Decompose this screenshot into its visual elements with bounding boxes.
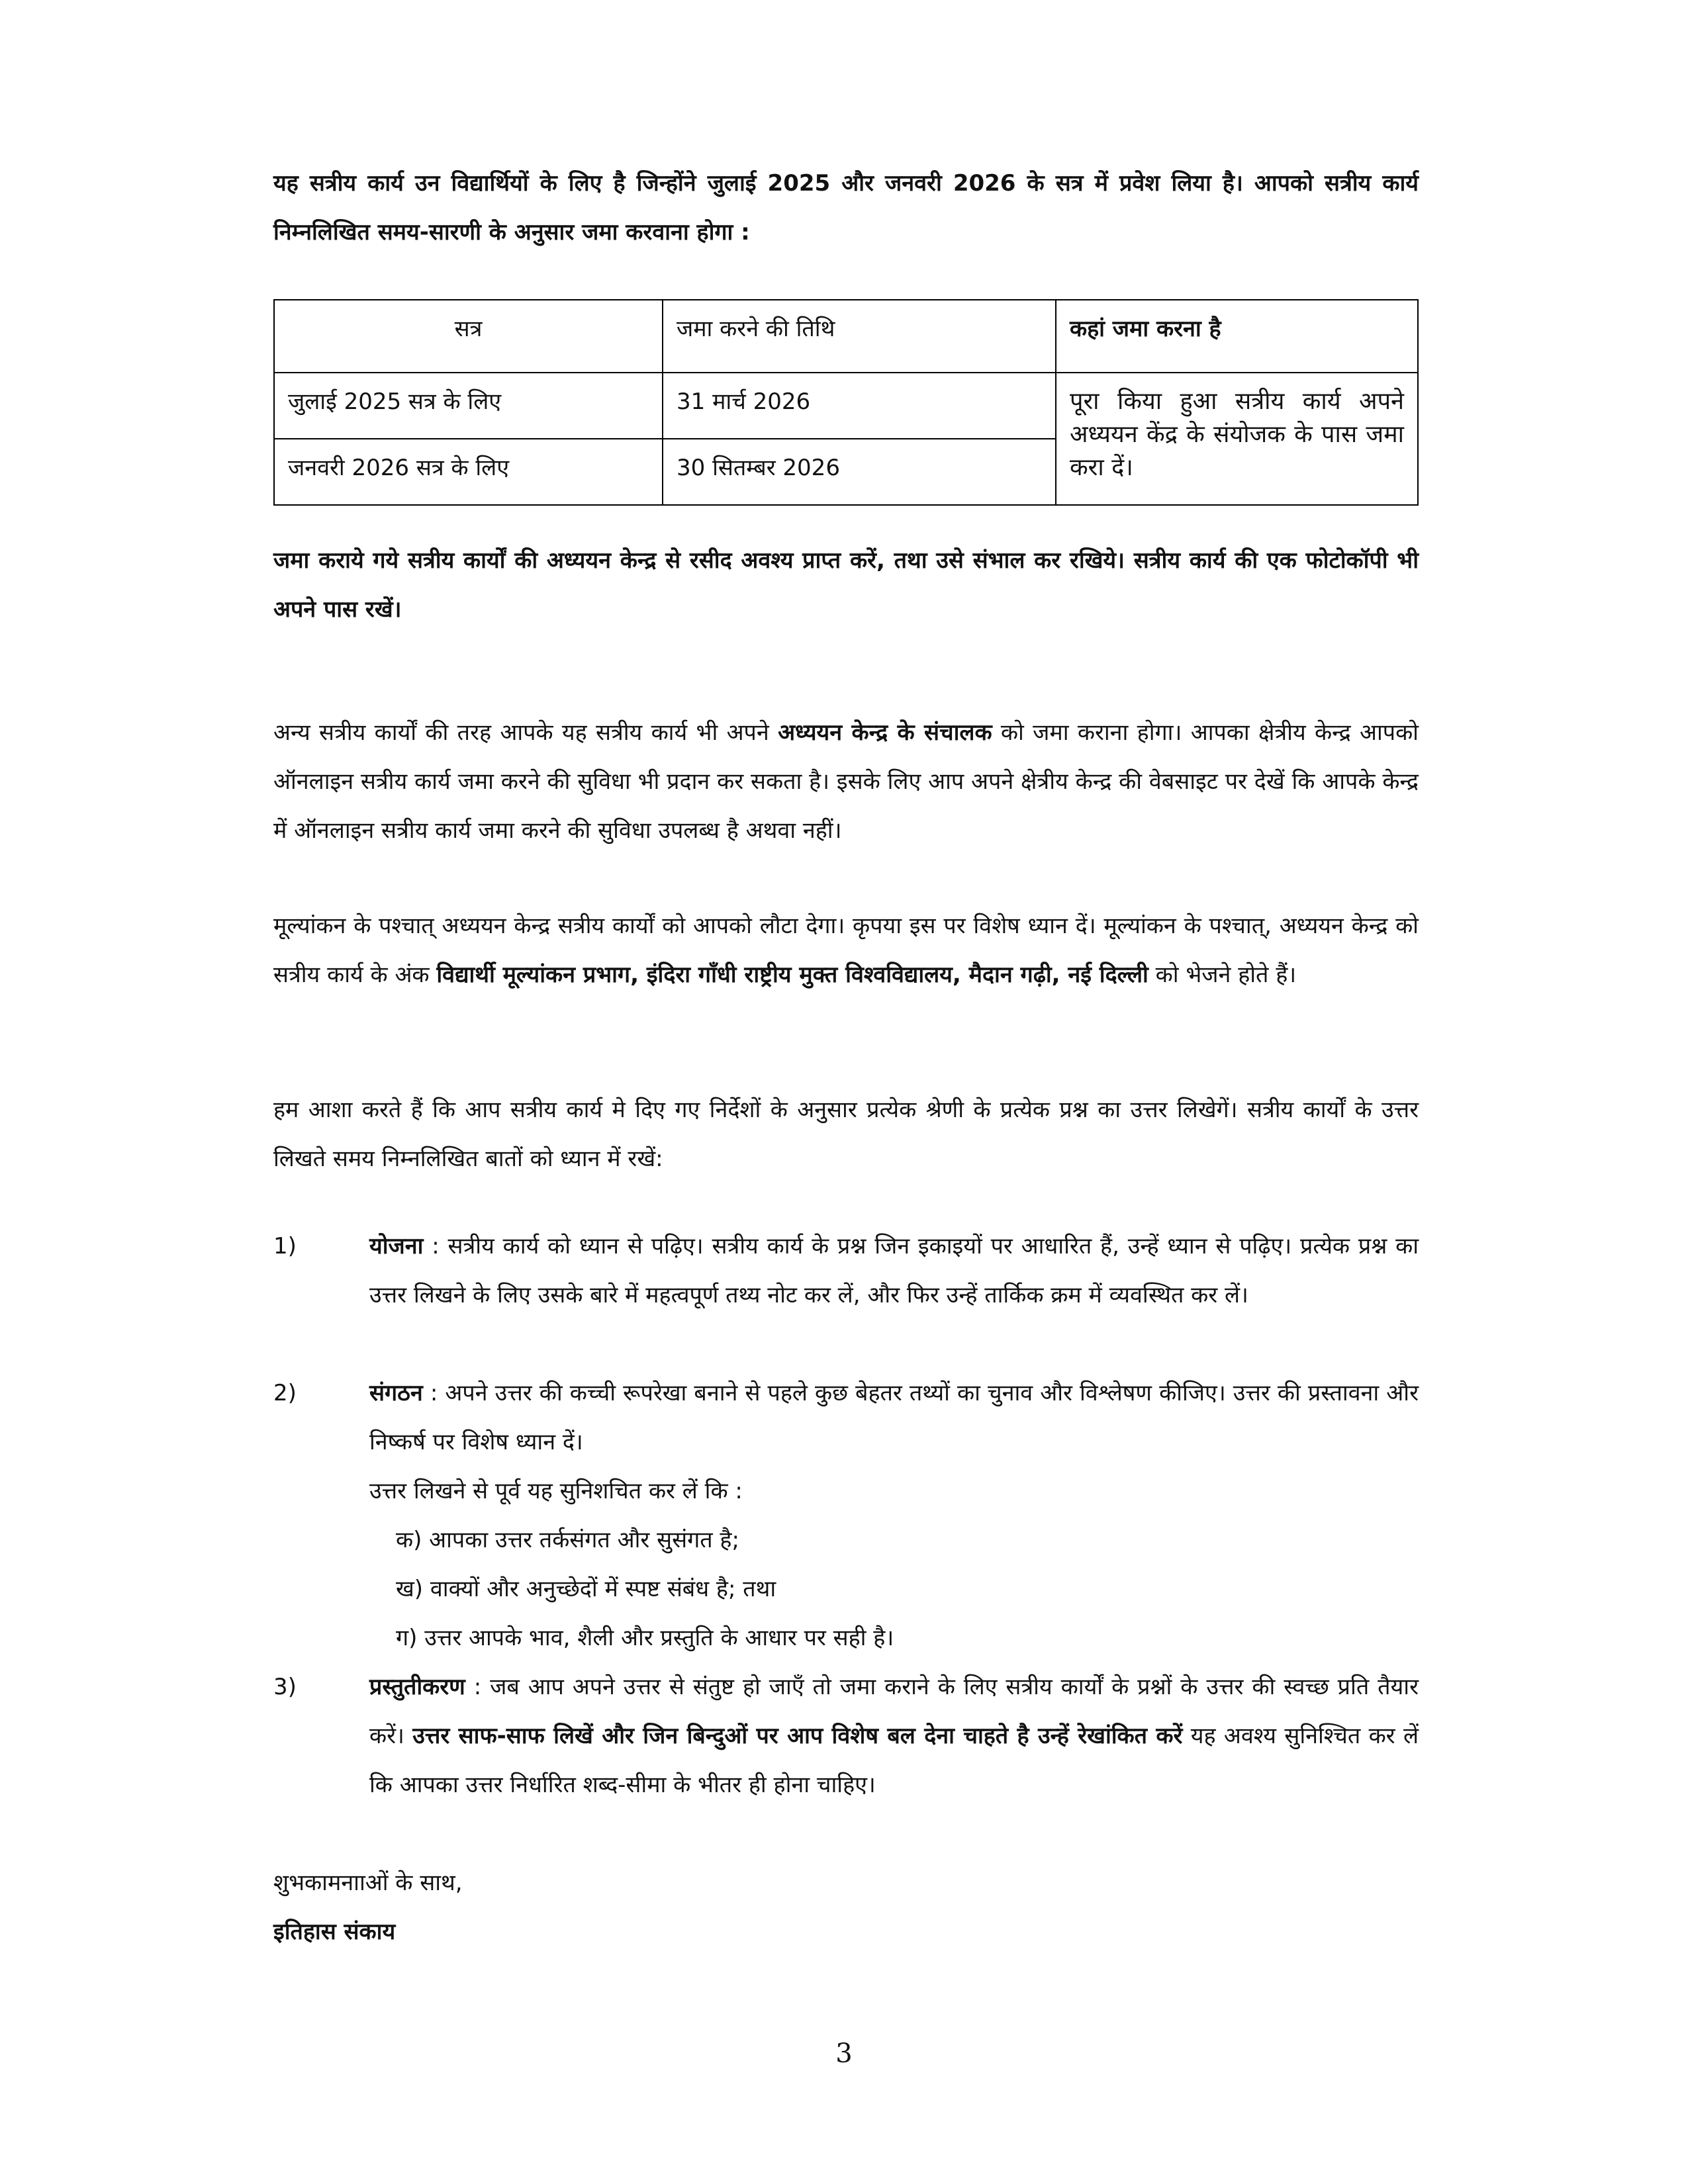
evaluation-paragraph: मूल्यांकन के पश्चात् अध्ययन केन्द्र सत्रीय कार्यों को आपको लौटा देगा। कृपया इस पर विशेष ध्यान दें। मूल्यांकन के पश्चात्, अध्ययन केन्द्र को सत्रीय कार्य के अंक विद्यार्थी मूल्यांकन प्रभाग, इंदिरा गाँधी राष्ट्रीय मुक्त विश्वविद्यालय, मैदान गढ़ी, नई दिल्ली को भेजने होते हैं। xyxy=(273,913,1419,988)
item-number: 1) xyxy=(273,1233,297,1259)
submission-paragraph: अन्य सत्रीय कार्यों की तरह आपके यह सत्रीय कार्य भी अपने अध्ययन केन्द्र के संचालक को जमा कराना होगा। आपका क्षेत्रीय केन्द्र आपको ऑनलाइन सत्रीय कार्य जमा करने की सुविधा भी प्रदान कर सकता है। इसके लिए आप अपने क्षेत्रीय केन्द्र की वेबसाइट पर देखें कि आपके केन्द्र में ऑनलाइन सत्रीय कार्य जमा करने की सुविधा उपलब्ध है अथवा नहीं। xyxy=(273,719,1419,844)
item-number: 2) xyxy=(273,1380,297,1406)
sub-point: ग) उत्तर आपके भाव, शैली और प्रस्तुति के आधार पर सही है। xyxy=(396,1625,894,1651)
receipt-note: जमा कराये गये सत्रीय कार्यों की अध्ययन केन्द्र से रसीद अवश्य प्राप्त करें, तथा उसे संभाल कर रखिये। सत्रीय कार्य की एक फोटोकॉपी भी अपने पास रखें। xyxy=(273,547,1419,623)
evaluation-division-bold: विद्यार्थी मूल्यांकन प्रभाग, इंदिरा गाँधी राष्ट्रीय मुक्त विश्वविद्यालय, मैदान गढ़ी, नई दिल्ली xyxy=(436,962,1149,988)
instructions-intro: हम आशा करते हैं कि आप सत्रीय कार्य मे दिए गए निर्देशों के अनुसार प्रत्येक श्रेणी के प्रत्येक प्रश्न का उत्तर लिखेगें। सत्रीय कार्यों के उत्तर लिखते समय निम्नलिखित बातों को ध्यान में रखें: xyxy=(273,1097,1419,1172)
header-date: जमा करने की तिथि xyxy=(663,300,1056,373)
item-number: 3) xyxy=(273,1674,297,1700)
row2-session: जनवरी 2026 सत्र के लिए xyxy=(274,439,663,505)
row1-session: जुलाई 2025 सत्र के लिए xyxy=(274,373,663,439)
header-session: सत्र xyxy=(274,300,663,373)
page-number: 3 xyxy=(835,2038,853,2069)
item-title: योजना xyxy=(369,1233,424,1259)
study-centre-bold: अध्ययन केन्द्र के संचालक xyxy=(778,719,992,746)
where-cell: पूरा किया हुआ सत्रीय कार्य अपने अध्ययन केंद्र के संयोजक के पास जमा करा दें। xyxy=(1056,373,1418,505)
sub-point: ख) वाक्यों और अनुच्छेदों में स्पष्ट संबंध है; तथा xyxy=(396,1576,776,1602)
table-header-row xyxy=(274,300,1418,373)
row1-date: 31 मार्च 2026 xyxy=(663,373,1056,439)
table-row xyxy=(274,373,1418,439)
sub-point: क) आपका उत्तर तर्कसंगत और सुसंगत है; xyxy=(396,1527,739,1553)
closing-signoff: इतिहास संकाय xyxy=(273,1919,396,1945)
check-line: उत्तर लिखने से पूर्व यह सुनिशचित कर लें कि : xyxy=(369,1478,743,1504)
item-body: संगठन : अपने उत्तर की कच्ची रूपरेखा बनाने से पहले कुछ बेहतर तथ्यों का चुनाव और विश्लेषण कीजिए। उत्तर की प्रस्तावना और निष्कर्ष पर विशेष ध्यान दें। उत्तर लिखने से पूर्व यह सुनिशचित कर लें कि : क) आपका उत्तर तर्कसंगत और सुसंगत है; ख) वाक्यों और अनुच्छेदों में स्पष्ट संबंध है; तथा ग) उत्तर आपके भाव, शैली और प्रस्तुति के आधार पर सही है। xyxy=(369,1369,1419,1662)
closing-wishes: शुभकामनााओं के साथ, xyxy=(273,1870,463,1896)
row2-date: 30 सितम्बर 2026 xyxy=(663,439,1056,505)
header-where: कहां जमा करना है xyxy=(1056,300,1418,373)
intro-paragraph: यह सत्रीय कार्य उन विद्यार्थियों के लिए है जिन्होंने जुलाई 2025 और जनवरी 2026 के सत्र में प्रवेश लिया है। आपको सत्रीय कार्य निम्नलिखित समय-सारणी के अनुसार जमा करवाना होगा : xyxy=(273,170,1419,246)
item-title: प्रस्तुतीकरण xyxy=(369,1674,465,1700)
item-body: प्रस्तुतीकरण : जब आप अपने उत्तर से संतुष्ट हो जाएँ तो जमा कराने के लिए सत्रीय कार्यों के प्रश्नों के उत्तर की स्वच्छ प्रति तैयार करें। उत्तर साफ-साफ लिखें और जिन बिन्दुओं पर आप विशेष बल देना चाहते है उन्हें रेखांकित करें यह अवश्य सुनिश्चित कर लें कि आपका उत्तर निर्धारित शब्द-सीमा के भीतर ही होना चाहिए। xyxy=(369,1674,1419,1798)
item-title: संगठन xyxy=(369,1380,423,1406)
schedule-table xyxy=(273,299,1419,506)
item-body: योजना : सत्रीय कार्य को ध्यान से पढ़िए। सत्रीय कार्य के प्रश्न जिन इकाइयों पर आधारित हैं, उन्हें ध्यान से पढ़िए। प्रत्येक प्रश्न का उत्तर लिखने के लिए उसके बारे में महत्वपूर्ण तथ्य नोट कर लें, और फिर उन्हें तार्किक क्रम में व्यवस्थित कर लें। xyxy=(369,1233,1419,1308)
emphasis-bold: उत्तर साफ-साफ लिखें और जिन बिन्दुओं पर आप विशेष बल देना चाहते है उन्हें रेखांकित करें xyxy=(412,1723,1183,1749)
